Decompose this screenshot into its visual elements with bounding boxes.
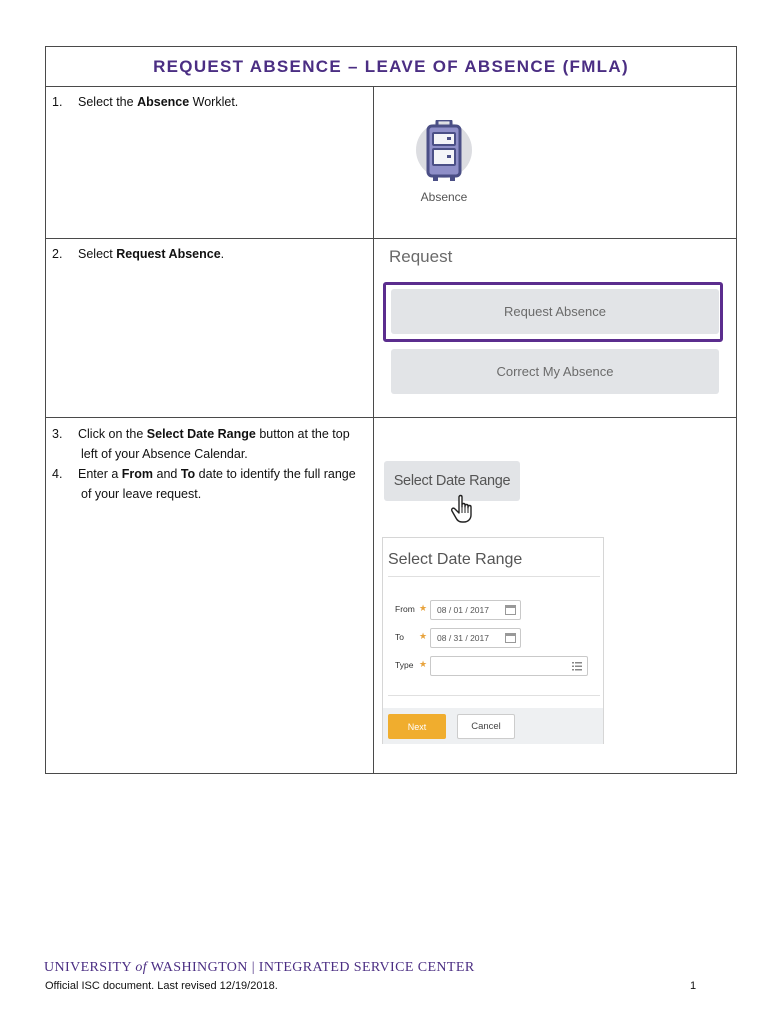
to-label: To: [395, 632, 404, 642]
footer-note: Official ISC document. Last revised 12/19/2018.: [45, 980, 278, 992]
select-date-range-button[interactable]: Select Date Range: [384, 461, 520, 501]
document-title: REQUEST ABSENCE – LEAVE OF ABSENCE (FMLA): [153, 56, 629, 76]
suitcase-icon: [418, 120, 470, 184]
next-button[interactable]: Next: [388, 714, 446, 739]
correct-my-absence-button[interactable]: Correct My Absence: [391, 349, 719, 394]
dialog-divider: [388, 576, 600, 577]
page-number: 1: [690, 980, 697, 992]
from-date-input[interactable]: 08 / 01 / 2017: [430, 600, 521, 620]
type-label: Type: [395, 660, 414, 670]
pointer-hand-icon: [450, 494, 478, 524]
dialog-title: Select Date Range: [388, 551, 523, 568]
type-select[interactable]: [430, 656, 588, 676]
calendar-icon[interactable]: [505, 633, 516, 643]
list-icon[interactable]: [572, 662, 582, 671]
step-4: 4. Enter a From and To date to identify the full range of your leave request.: [52, 467, 356, 501]
dialog-divider: [388, 695, 600, 696]
step-2: 2. Select Request Absence.: [52, 247, 225, 261]
footer-brand: UNIVERSITY of WASHINGTON | INTEGRATED SERVICE CENTER: [44, 960, 475, 975]
request-heading: Request: [389, 247, 453, 266]
calendar-icon[interactable]: [505, 605, 516, 615]
dialog-footer: [383, 708, 603, 744]
date-range-dialog: [382, 537, 604, 744]
required-star-icon: ★: [419, 603, 428, 613]
to-date-input[interactable]: 08 / 31 / 2017: [430, 628, 521, 648]
step-1: 1. Select the Absence Worklet.: [52, 95, 239, 109]
required-star-icon: ★: [419, 631, 428, 641]
column-divider: [373, 87, 374, 773]
request-absence-button[interactable]: Request Absence: [391, 289, 719, 334]
table-title-row: [46, 47, 736, 87]
from-label: From: [395, 604, 415, 614]
absence-worklet[interactable]: [404, 118, 484, 213]
cancel-button[interactable]: Cancel: [457, 714, 515, 739]
required-star-icon: ★: [419, 659, 428, 669]
row-divider: [46, 417, 736, 418]
worklet-label: Absence: [420, 190, 468, 204]
row-divider: [46, 238, 736, 239]
step-3: 3. Click on the Select Date Range button at the top left of your Absence Calendar.: [52, 427, 350, 461]
